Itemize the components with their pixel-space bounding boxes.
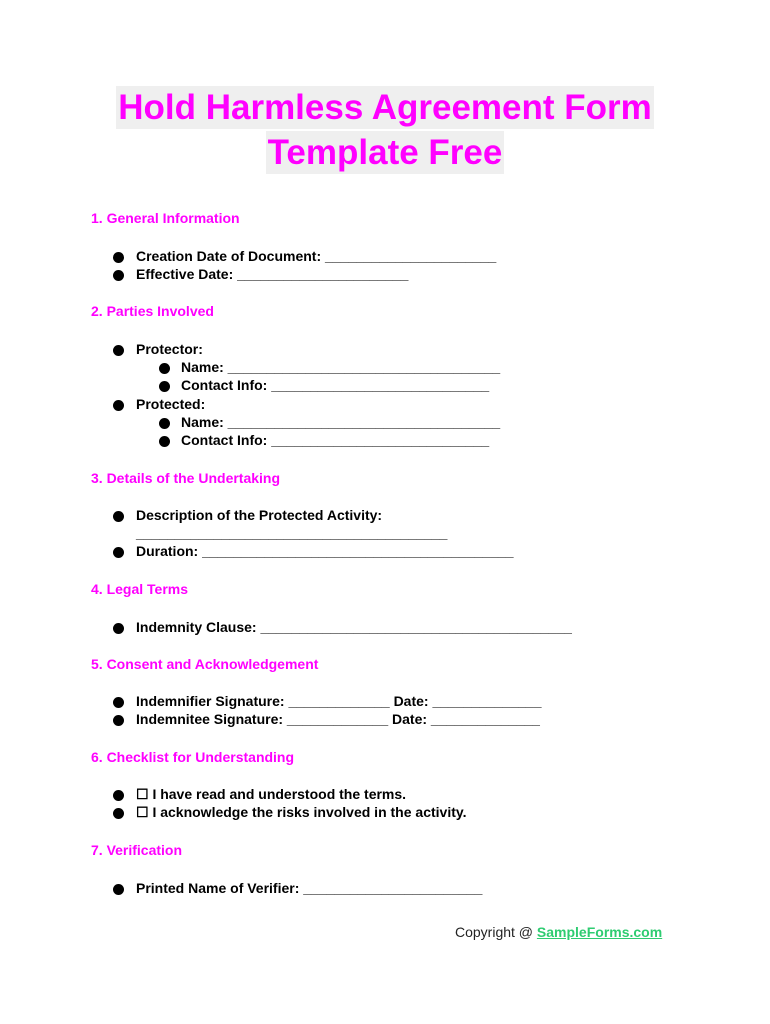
section-heading-legal-terms: 4. Legal Terms [91, 581, 189, 597]
bullet-icon [113, 623, 124, 634]
bullet-icon [113, 697, 124, 708]
verifier-name-field: Printed Name of Verifier: _______________________ [136, 880, 483, 896]
protector-label: Protector: [136, 341, 203, 357]
section-heading-general-information: 1. General Information [91, 210, 240, 226]
bullet-icon [113, 252, 124, 263]
section-heading-checklist: 6. Checklist for Understanding [91, 749, 295, 765]
protected-name-field: Name: ___________________________________ [181, 414, 501, 430]
effective-date-field: Effective Date: ______________________ [136, 266, 409, 282]
bullet-icon [159, 363, 170, 374]
copyright-prefix: Copyright @ [455, 924, 537, 940]
sampleforms-link[interactable]: SampleForms.com [536, 924, 663, 940]
section-heading-verification: 7. Verification [91, 842, 183, 858]
protected-activity-label: Description of the Protected Activity: [136, 507, 383, 523]
checklist-item-terms: ☐ I have read and understood the terms. [136, 786, 407, 802]
title-line-2: Template Free [267, 133, 503, 172]
indemnitee-signature-field: Indemnitee Signature: _____________ Date: ______________ [136, 711, 540, 727]
indemnity-clause-field: Indemnity Clause: ________________________________________ [136, 619, 572, 635]
section-heading-consent: 5. Consent and Acknowledgement [91, 656, 319, 672]
bullet-icon [113, 400, 124, 411]
bullet-icon [159, 418, 170, 429]
section-heading-parties-involved: 2. Parties Involved [91, 303, 214, 319]
bullet-icon [113, 808, 124, 819]
bullet-icon [113, 345, 124, 356]
protected-label: Protected: [136, 396, 206, 412]
bullet-icon [113, 270, 124, 281]
protector-name-field: Name: ___________________________________ [181, 359, 501, 375]
section-heading-details-of-undertaking: 3. Details of the Undertaking [91, 470, 281, 486]
duration-field: Duration: ________________________________________ [136, 543, 514, 559]
indemnifier-signature-field: Indemnifier Signature: _____________ Date: ______________ [136, 693, 542, 709]
bullet-icon [159, 436, 170, 447]
bullet-icon [113, 547, 124, 558]
protected-activity-field: ________________________________________ [136, 525, 448, 541]
bullet-icon [113, 511, 124, 522]
protector-contact-field: Contact Info: ____________________________ [181, 377, 490, 393]
bullet-icon [113, 790, 124, 801]
copyright-notice [455, 924, 662, 940]
document-title [0, 86, 770, 176]
title-line-1: Hold Harmless Agreement Form [118, 88, 652, 127]
bullet-icon [159, 381, 170, 392]
checklist-item-risks: ☐ I acknowledge the risks involved in the activity. [136, 804, 467, 820]
bullet-icon [113, 884, 124, 895]
protected-contact-field: Contact Info: ____________________________ [181, 432, 490, 448]
creation-date-field: Creation Date of Document: ______________________ [136, 248, 497, 264]
bullet-icon [113, 715, 124, 726]
